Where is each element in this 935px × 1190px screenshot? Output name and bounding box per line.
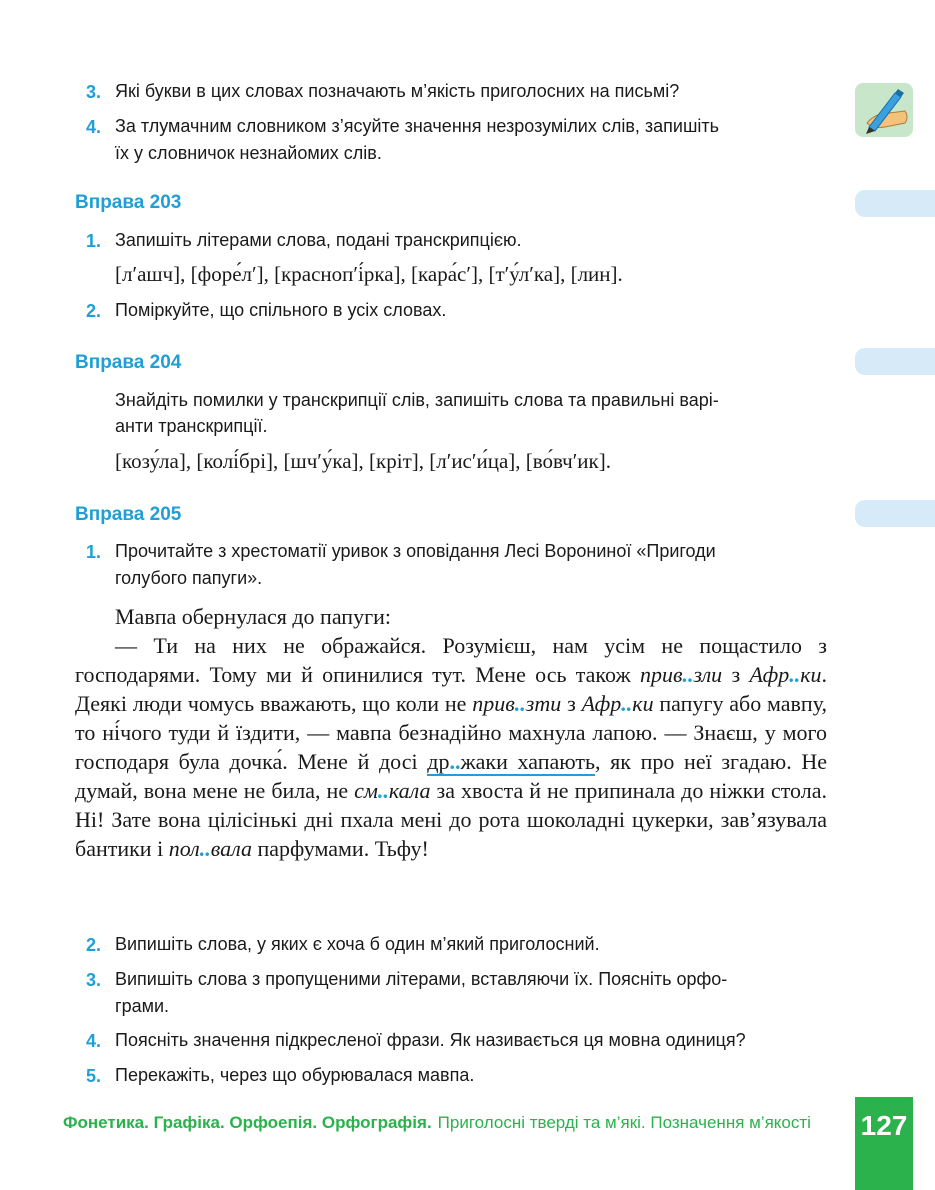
item-text: За тлумачним словником з’ясуйте значення незрозумілих слів, запишіть [115, 116, 720, 136]
side-tab-204 [855, 348, 935, 375]
page-footer [63, 1113, 811, 1133]
item-text: Випишіть слова, у яких є хоча б один м’який приголосний. [115, 934, 600, 954]
item-number: 5. [86, 1066, 102, 1086]
item-text: Поміркуйте, що спільного в усіх словах. [115, 300, 447, 320]
item-text: Поясніть значення підкресленої фрази. Як називається ця мовна одиниця? [115, 1030, 746, 1050]
item-number: 4. [86, 117, 102, 137]
item-number: 1. [86, 231, 102, 251]
gapped-word: прив..зли [639, 662, 723, 687]
item-text: їх у словничок незнайомих слів. [115, 143, 382, 163]
item-text: Які букви в цих словах позначають м’якість приголосних на письмі? [115, 81, 680, 101]
passage-paragraph: — Ти на них не ображайся. Розумієш, нам усім не пощастило з господарями. Тому ми й опинилися тут. Мене ось також прив..зли з Афр..ки. Деякі люди чомусь вважають, що коли не прив..зти з Афр..ки папугу або мавпу, то ні́чого туди й їздити, — мавпа безнадійно махнула лапою. — Знаєш, у мого господаря була дочка́. Мене й досі др..жаки хапають, як про неї згадаю. Не думай, вона мене не била, не см..кала за хвоста й не припинала до ніжки стола. Ні! Зате вона цілісінькі дні пхала мені до рота шоколадні цукерки, зав’язувала бантики і пол..вала парфумами. Тьфу! [75, 633, 827, 861]
write-task-icon-box [855, 83, 913, 137]
exercise-203-title: Вправа 203 [75, 192, 182, 213]
item-number: 1. [86, 542, 102, 562]
item-text: Прочитайте з хрестоматії уривок з оповідання Лесі Ворониної «Пригоди [115, 541, 716, 561]
literary-passage [75, 602, 827, 863]
gapped-word: Афр..ки [581, 691, 654, 716]
item-text: грами. [115, 996, 170, 1016]
side-tab-205 [855, 500, 935, 527]
gapped-word: Афр..ки [749, 662, 822, 687]
task-text: Знайдіть помилки у транскрипції слів, запишіть слова та правильні варі- [115, 390, 719, 410]
item-number: 2. [86, 301, 102, 321]
gapped-word: пол..вала [168, 836, 253, 861]
page-number: 127 [855, 1097, 913, 1190]
footer-topic: Приголосні тверді та м’які. Позначення м’якості [437, 1113, 811, 1132]
footer-section: Фонетика. Графіка. Орфоепія. Орфографія. [63, 1113, 432, 1132]
underlined-phrase: др..жаки хапають [427, 749, 596, 774]
item-text: голубого папуги». [115, 568, 263, 588]
item-number: 3. [86, 82, 102, 102]
item-number: 3. [86, 970, 102, 990]
pencil-hand-icon [855, 83, 913, 137]
item-text: Перекажіть, через що обурювалася мавпа. [115, 1065, 475, 1085]
gapped-word: см..кала [354, 778, 431, 803]
item-text: Запишіть літерами слова, подані транскрипцією. [115, 230, 522, 250]
transcription-line: [козу́ла], [колі́брі], [шч′у́ка], [кріт], [л′ис′и́ца], [во́вч′ик]. [115, 449, 611, 473]
exercise-204-title: Вправа 204 [75, 352, 182, 373]
item-number: 4. [86, 1031, 102, 1051]
item-number: 2. [86, 935, 102, 955]
side-tab-203 [855, 190, 935, 217]
gapped-word: прив..зти [472, 691, 562, 716]
transcription-line: [л′ашч], [форе́л′], [красноп′і́рка], [кара́с′], [т′у́л′ка], [лин]. [115, 262, 623, 286]
passage-line: Мавпа обернулася до папуги: [115, 604, 391, 629]
item-text: Випишіть слова з пропущеними літерами, вставляючи їх. Поясніть орфо- [115, 969, 728, 989]
task-text: анти транскрипції. [115, 416, 268, 436]
exercise-205-title: Вправа 205 [75, 504, 182, 525]
